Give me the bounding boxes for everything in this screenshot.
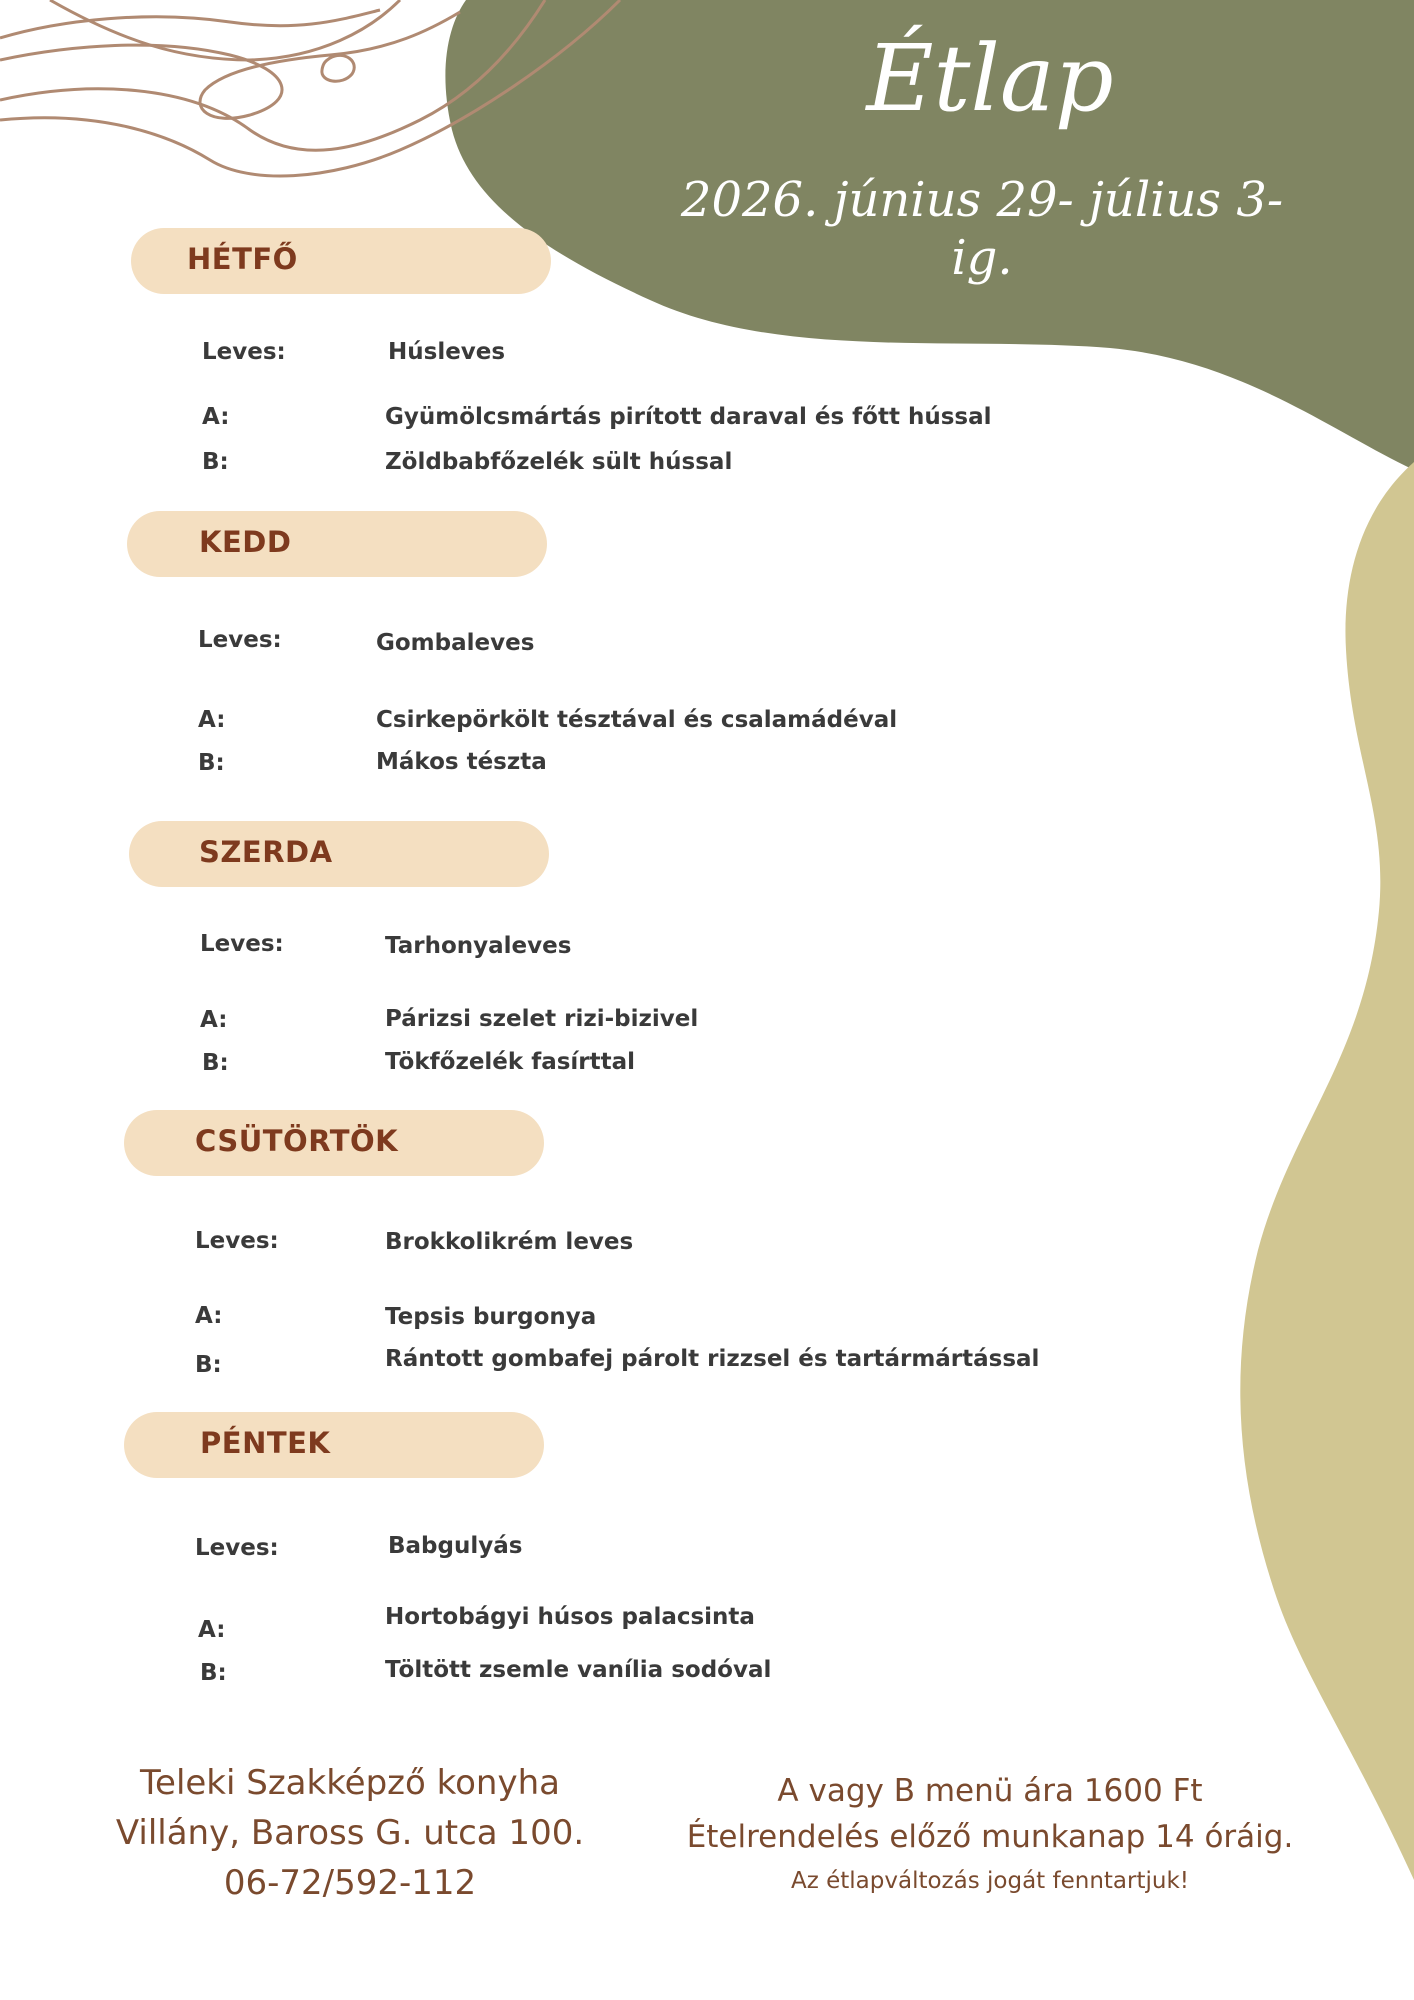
- option-b-label: B:: [195, 1352, 222, 1378]
- kitchen-phone: 06-72/592-112: [223, 1863, 477, 1903]
- option-b-label: B:: [202, 449, 229, 475]
- soup-dish: Tarhonyaleves: [385, 933, 572, 959]
- option-a-label: A:: [200, 1007, 228, 1033]
- option-a-dish: Gyümölcsmártás pirított daraval és főtt hússal: [385, 404, 992, 430]
- soup-dish: Babgulyás: [388, 1533, 523, 1559]
- option-a-dish: Párizsi szelet rizi-bizivel: [385, 1006, 699, 1032]
- option-a-label: A:: [202, 404, 230, 430]
- soup-dish: Brokkolikrém leves: [385, 1229, 634, 1255]
- soup-label: Leves:: [202, 339, 286, 365]
- day-name: KEDD: [199, 525, 292, 559]
- order-deadline: Ételrendelés előző munkanap 14 óráig.: [686, 1819, 1294, 1855]
- khaki-blob: [1240, 462, 1414, 1880]
- menu-title: Étlap: [866, 25, 1114, 132]
- date-range: 2026. június 29- július 3-ig.: [680, 172, 1284, 286]
- day-pill-friday: [124, 1412, 544, 1478]
- option-b-label: B:: [202, 1050, 229, 1076]
- option-b-dish: Mákos tészta: [376, 749, 547, 775]
- option-b-dish: Zöldbabfőzelék sült hússal: [385, 449, 733, 475]
- option-a-dish: Tepsis burgonya: [385, 1304, 597, 1330]
- order-info: [660, 1768, 1320, 1902]
- menu-price: A vagy B menü ára 1600 Ft: [777, 1773, 1203, 1809]
- kitchen-address: Villány, Baross G. utca 100.: [115, 1813, 585, 1853]
- soup-dish: Húsleves: [388, 339, 506, 365]
- day-name: HÉTFŐ: [187, 242, 298, 276]
- soup-dish: Gombaleves: [376, 630, 535, 656]
- option-b-dish: Tökfőzelék fasírttal: [385, 1049, 636, 1075]
- option-a-label: A:: [198, 1617, 226, 1643]
- day-name: SZERDA: [199, 835, 333, 869]
- option-a-dish: Hortobágyi húsos palacsinta: [385, 1604, 755, 1630]
- option-b-label: B:: [200, 1660, 227, 1686]
- day-pill-monday: [131, 228, 551, 294]
- soup-label: Leves:: [200, 931, 284, 957]
- change-disclaimer: Az étlapváltozás jogát fenntartjuk!: [791, 1868, 1189, 1894]
- soup-label: Leves:: [195, 1535, 279, 1561]
- soup-label: Leves:: [198, 627, 282, 653]
- soup-label: Leves:: [195, 1228, 279, 1254]
- option-a-dish: Csirkepörkölt tésztával és csalamádéval: [376, 707, 898, 733]
- option-a-label: A:: [195, 1303, 223, 1329]
- day-pill-thursday: [124, 1110, 544, 1176]
- kitchen-contact: [90, 1758, 610, 1908]
- option-b-dish: Rántott gombafej párolt rizzsel és tartármártással: [385, 1346, 1040, 1372]
- kitchen-name: Teleki Szakképző konyha: [140, 1763, 560, 1803]
- option-b-dish: Töltött zsemle vanília sodóval: [385, 1657, 772, 1683]
- day-name: PÉNTEK: [200, 1426, 331, 1460]
- option-b-label: B:: [198, 750, 225, 776]
- day-pill-wednesday: [129, 821, 549, 887]
- day-name: CSÜTÖRTÖK: [195, 1124, 399, 1158]
- option-a-label: A:: [198, 707, 226, 733]
- day-pill-tuesday: [127, 511, 547, 577]
